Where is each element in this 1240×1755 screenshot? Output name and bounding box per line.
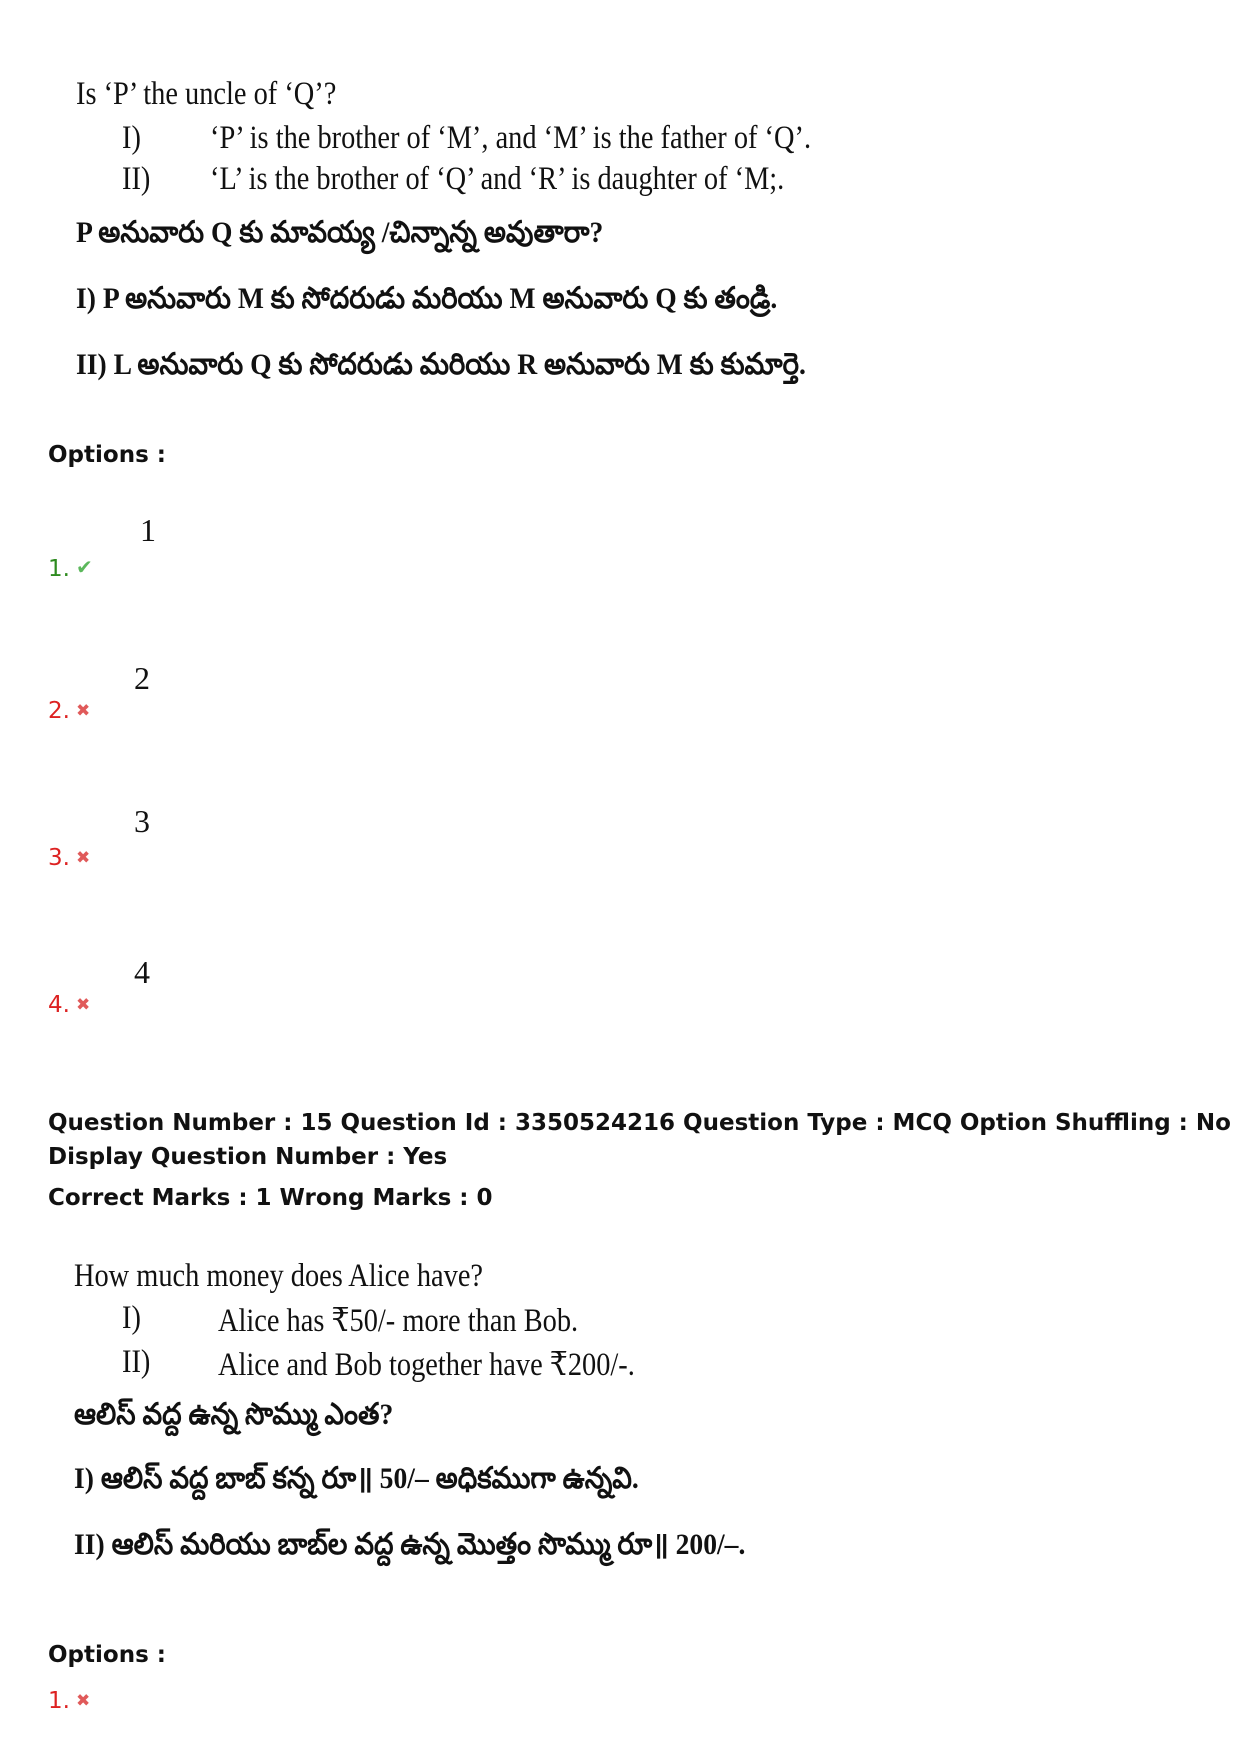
q14-option-2[interactable] [48,698,90,724]
q15-english-question: How much money does Alice have? [74,1258,484,1294]
q15-statement-2-text: Alice and Bob together have ₹200/-. [218,1347,635,1383]
q14-options-label: Options : [48,442,166,468]
q14-telugu-statement-2: II) L అనువారు Q కు సోదరుడు మరియు R అనువారు M కు కుమార్తె. [76,348,806,381]
q14-option-4[interactable] [48,992,90,1018]
q14-english-question: Is ‘P’ the uncle of ‘Q’? [76,76,337,112]
cross-icon: ✖ [75,995,91,1015]
cross-icon: ✖ [75,848,91,868]
q14-statement-1-number: I) [122,120,141,156]
q14-option-1[interactable] [48,555,93,582]
q15-telugu-statement-1: I) ఆలిస్ వద్ద బాబ్ కన్న రూ॥ 50/– అధికముగా ఉన్నవి. [74,1462,639,1495]
q14-option-4-value: 4 [134,954,150,990]
q15-telugu-statement-2: II) ఆలిస్ మరియు బాబ్‌ల వద్ద ఉన్న మొత్తం సొమ్ము రూ॥ 200/–. [74,1528,746,1561]
q14-telugu-question: P అనువారు Q కు మావయ్య /చిన్నాన్న అవుతారా? [76,216,604,249]
q15-meta-line-1: Question Number : 15 Question Id : 3350524216 Question Type : MCQ Option Shuffling : No [48,1110,1231,1136]
q14-telugu-statement-1: I) P అనువారు M కు సోదరుడు మరియు M అనువారు Q కు తండ్రి. [76,282,778,315]
q15-option-1[interactable] [48,1688,90,1714]
q15-options-label: Options : [48,1642,166,1668]
q14-statement-1-text: ‘P’ is the brother of ‘M’, and ‘M’ is the father of ‘Q’. [210,120,812,156]
q15-statement-2-number: II) [122,1344,151,1380]
q14-option-3-number: 3. [48,845,70,871]
q15-statement-1-text: Alice has ₹50/- more than Bob. [218,1303,579,1339]
q15-meta-line-2: Display Question Number : Yes [48,1144,448,1170]
check-icon: ✔ [75,555,93,579]
q15-telugu-question: ఆలిస్ వద్ద ఉన్న సొమ్ము ఎంత? [74,1398,394,1431]
q14-statement-2-text: ‘L’ is the brother of ‘Q’ and ‘R’ is daughter of ‘M;. [210,161,785,197]
q14-option-2-number: 2. [48,698,70,724]
cross-icon: ✖ [75,701,91,721]
q15-meta-line-3: Correct Marks : 1 Wrong Marks : 0 [48,1185,493,1211]
q15-option-1-number: 1. [48,1688,70,1714]
q14-option-2-value: 2 [134,660,150,696]
q14-option-3-value: 3 [134,803,150,839]
q15-statement-1-number: I) [122,1300,141,1336]
q14-option-1-number: 1. [48,556,70,582]
cross-icon: ✖ [75,1691,91,1711]
q14-statement-2-number: II) [122,161,151,197]
q14-option-3[interactable] [48,845,90,871]
q14-option-1-value: 1 [140,512,156,548]
q14-option-4-number: 4. [48,992,70,1018]
